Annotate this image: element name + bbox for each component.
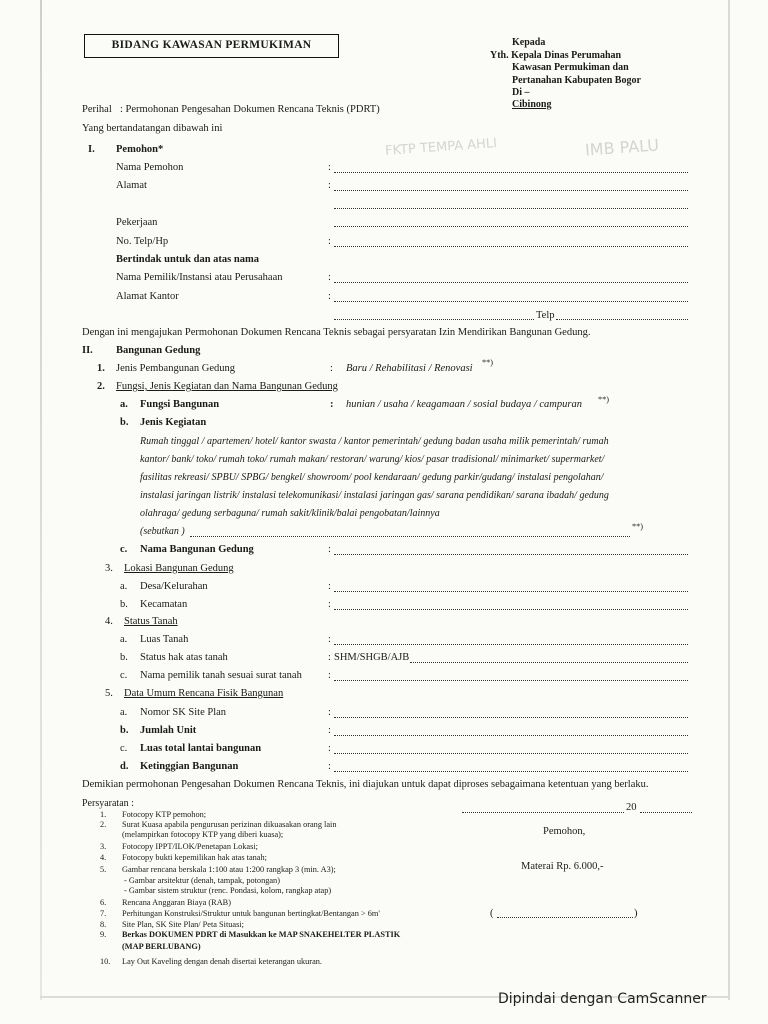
camscanner-watermark: Dipindai dengan CamScanner	[498, 991, 707, 1007]
addressee-line-3: Pertanahan Kabupaten Bogor	[512, 75, 641, 86]
requirement-text: (MAP BERLUBANG)	[122, 942, 201, 951]
document-title-box: BIDANG KAWASAN PERMUKIMAN	[84, 34, 339, 58]
requirement-text: Site Plan, SK Site Plan/ Peta Situasi;	[122, 920, 244, 929]
persyaratan-title: Persyaratan :	[82, 798, 134, 809]
fungsi-bangunan-label: Fungsi Bangunan	[140, 399, 220, 410]
scan-edge-right	[728, 0, 730, 1000]
requirement-text: Fotocopy IPPT/ILOK/Penetapan Lokasi;	[122, 842, 258, 851]
item-5a-letter: a.	[120, 707, 128, 718]
colon: :	[328, 652, 331, 663]
field-label-nama-pemilik: Nama Pemilik/Instansi atau Perusahaan	[116, 272, 283, 283]
item-2a-letter: a.	[120, 399, 128, 410]
requirement-text: Fotocopy KTP pemohon;	[122, 810, 207, 819]
handwriting-bleed: FKTP TEMPA AHLI	[384, 136, 498, 159]
nama-pemohon-field[interactable]	[334, 164, 688, 173]
item-5-number: 5.	[105, 688, 113, 699]
requirement-number: 8.	[100, 920, 107, 929]
kegiatan-line-5: olahraga/ gedung serbaguna/ rumah sakit/klinik/balai pengobatan/lainnya	[140, 508, 440, 519]
item-2-number: 2.	[97, 381, 105, 392]
kegiatan-line-4: instalasi jaringan listrik/ instalasi telekomunikasi/ instalasi jaringan gas/ sarana pendidikan/ sarana ibadah/ gedung	[140, 490, 609, 501]
sebutkan-label: (sebutkan )	[140, 526, 185, 537]
requirement-text: Rencana Anggaran Biaya (RAB)	[122, 898, 231, 907]
fungsi-footnote-mark: **)	[598, 395, 610, 404]
colon: :	[328, 634, 331, 645]
nomor-sk-field[interactable]	[334, 709, 688, 718]
sebutkan-footnote-mark: **)	[632, 522, 644, 531]
telp-label: Telp	[536, 310, 555, 321]
field-label-pekerjaan: Pekerjaan	[116, 217, 158, 228]
handwriting-bleed-2: IMB PALU	[584, 135, 660, 160]
requirement-number: 2.	[100, 820, 107, 829]
nama-pemilik-field[interactable]	[334, 274, 688, 283]
requirement-text: - Gambar arsitektur (denah, tampak, potongan)	[124, 876, 280, 885]
item-4c-letter: c.	[120, 670, 128, 681]
ketinggian-label: Ketinggian Bangunan	[140, 761, 239, 772]
requirement-number: 4.	[100, 853, 107, 862]
item-1-footnote-mark: **)	[482, 358, 494, 367]
item-5b-letter: b.	[120, 725, 129, 736]
kegiatan-line-2: kantor/ bank/ toko/ rumah toko/ rumah makan/ restoran/ warung/ kios/ pasar tradisional/ minimarket/ supermarket/	[140, 454, 605, 465]
year-field[interactable]	[640, 804, 692, 813]
materai-label: Materai Rp. 6.000,-	[521, 861, 604, 872]
paren-open: (	[490, 908, 494, 919]
colon: :	[330, 363, 333, 374]
item-4-number: 4.	[105, 616, 113, 627]
item-4-label: Status Tanah	[124, 616, 178, 627]
colon: :	[328, 743, 331, 754]
requirement-number: 6.	[100, 898, 107, 907]
colon: :	[328, 180, 331, 191]
desa-field[interactable]	[334, 583, 688, 592]
colon: :	[328, 725, 331, 736]
section-1-number: I.	[88, 144, 95, 155]
item-2c-letter: c.	[120, 544, 128, 555]
kepada-label: Kepada	[512, 37, 546, 48]
nama-bangunan-field[interactable]	[334, 546, 688, 555]
requirement-text: Gambar rencana berskala 1:100 atau 1:200 rangkap 3 (min. A3);	[122, 865, 336, 874]
place-date-field[interactable]	[462, 804, 624, 813]
colon: :	[328, 162, 331, 173]
requirement-text: Berkas DOKUMEN PDRT di Masukkan ke MAP SNAKEHELTER PLASTIK	[122, 930, 401, 939]
requirement-number: 9.	[100, 930, 107, 939]
statement-text: Dengan ini mengajukan Permohonan Dokumen Rencana Teknis sebagai persyaratan Izin Mendirikan Bangunan Gedung.	[82, 327, 591, 338]
telp-field[interactable]	[334, 238, 688, 247]
requirement-text: Lay Out Kaveling dengan denah disertai keterangan ukuran.	[122, 957, 322, 966]
ketinggian-field[interactable]	[334, 763, 688, 772]
desa-label: Desa/Kelurahan	[140, 581, 208, 592]
colon: :	[328, 670, 331, 681]
colon: :	[328, 544, 331, 555]
item-3a-letter: a.	[120, 581, 128, 592]
item-3-number: 3.	[105, 563, 113, 574]
jumlah-unit-field[interactable]	[334, 727, 688, 736]
colon: :	[328, 581, 331, 592]
kantor-telp-field[interactable]	[556, 311, 688, 320]
colon: :	[328, 707, 331, 718]
kegiatan-line-1: Rumah tinggal / apartemen/ hotel/ kantor swasta / kantor pemerintah/ gedung badan usaha milik pemerintah/ rumah	[140, 436, 609, 447]
item-2-label: Fungsi, Jenis Kegiatan dan Nama Bangunan Gedung	[116, 381, 338, 392]
requirement-number: 7.	[100, 909, 107, 918]
addressee-line-2: Kawasan Permukiman dan	[512, 62, 629, 73]
bertindak-heading: Bertindak untuk dan atas nama	[116, 254, 259, 265]
addressee-city: Cibinong	[512, 99, 552, 110]
item-3-label: Lokasi Bangunan Gedung	[124, 563, 234, 574]
kecamatan-label: Kecamatan	[140, 599, 188, 610]
requirement-number: 3.	[100, 842, 107, 851]
colon: :	[328, 599, 331, 610]
luas-tanah-field[interactable]	[334, 636, 688, 645]
item-2b-letter: b.	[120, 417, 129, 428]
colon: :	[328, 761, 331, 772]
field-label-nama-pemohon: Nama Pemohon	[116, 162, 184, 173]
nama-pemilik-tanah-field[interactable]	[334, 672, 688, 681]
perihal-label: Perihal	[82, 104, 112, 115]
status-hak-label: Status hak atas tanah	[140, 652, 228, 663]
nomor-sk-label: Nomor SK Site Plan	[140, 707, 227, 718]
fungsi-bangunan-options: hunian / usaha / keagamaan / sosial budaya / campuran	[346, 399, 582, 410]
scan-edge-left	[40, 0, 42, 1000]
requirement-number: 1.	[100, 810, 107, 819]
nama-bangunan-label: Nama Bangunan Gedung	[140, 544, 254, 555]
alamat-field[interactable]	[334, 182, 688, 191]
item-5-label: Data Umum Rencana Fisik Bangunan	[124, 688, 284, 699]
perihal-text: : Permohonan Pengesahan Dokumen Rencana Teknis (PDRT)	[120, 104, 380, 115]
jenis-kegiatan-label: Jenis Kegiatan	[140, 417, 207, 428]
requirement-text: - Gambar sistem struktur (renc. Pondasi, kolom, rangkap atap)	[124, 886, 332, 895]
item-4b-letter: b.	[120, 652, 128, 663]
item-1-options: Baru / Rehabilitasi / Renovasi	[346, 363, 473, 374]
luas-tanah-label: Luas Tanah	[140, 634, 189, 645]
item-5d-letter: d.	[120, 761, 129, 772]
colon: :	[330, 399, 334, 410]
alamat-kantor-line-2[interactable]	[334, 311, 534, 320]
alamat-kantor-field[interactable]	[334, 293, 688, 302]
field-label-alamat: Alamat	[116, 180, 147, 191]
field-label-telp: No. Telp/Hp	[116, 236, 169, 247]
addressee-line-4: Di –	[512, 87, 530, 98]
date-year-prefix: 20	[626, 802, 637, 813]
kegiatan-line-3: fasilitas rekreasi/ SPBU/ SPBG/ bengkel/ showroom/ pool kendaraan/ gedung parkir/gudang/ instalasi pengolahan/	[140, 472, 604, 483]
colon: :	[328, 291, 331, 302]
item-4a-letter: a.	[120, 634, 128, 645]
section-1-title: Pemohon*	[116, 144, 164, 155]
colon: :	[328, 236, 331, 247]
kecamatan-field[interactable]	[334, 601, 688, 610]
closing-text: Demikian permohonan Pengesahan Dokumen Rencana Teknis, ini diajukan untuk dapat diproses sebagaimana ketentuan yang berlaku.	[82, 779, 649, 790]
sebutkan-field[interactable]	[190, 528, 630, 537]
luas-lantai-label: Luas total lantai bangunan	[140, 743, 262, 754]
section-2-number: II.	[82, 345, 93, 356]
pekerjaan-field[interactable]	[334, 218, 688, 227]
item-3b-letter: b.	[120, 599, 128, 610]
jumlah-unit-label: Jumlah Unit	[140, 725, 197, 736]
requirement-text: Surat Kuasa apabila pengurusan perizinan dikuasakan orang lain	[122, 820, 337, 829]
status-hak-field[interactable]	[410, 654, 688, 663]
item-1-number: 1.	[97, 363, 105, 374]
item-1-label: Jenis Pembangunan Gedung	[116, 363, 235, 374]
section-2-title: Bangunan Gedung	[116, 345, 201, 356]
alamat-field-line-2[interactable]	[334, 200, 688, 209]
requirement-text: Perhitungan Konstruksi/Struktur untuk bangunan bertingkat/Bentangan > 6m'	[122, 909, 380, 918]
pemohon-sign-label: Pemohon,	[543, 826, 586, 837]
luas-lantai-field[interactable]	[334, 745, 688, 754]
field-label-alamat-kantor: Alamat Kantor	[116, 291, 179, 302]
paren-close: )	[634, 908, 638, 919]
nama-pemilik-tanah-label: Nama pemilik tanah sesuai surat tanah	[140, 670, 302, 681]
requirement-number: 5.	[100, 865, 107, 874]
requirement-text: (melampirkan fotocopy KTP yang diberi kuasa);	[122, 830, 284, 839]
addressee-line-1: Yth. Kepala Dinas Perumahan	[490, 50, 622, 61]
signature-name-field[interactable]	[497, 909, 633, 918]
intro-text: Yang bertandatangan dibawah ini	[82, 123, 223, 134]
item-5c-letter: c.	[120, 743, 128, 754]
requirement-text: Fotocopy bukti kepemilikan hak atas tanah;	[122, 853, 267, 862]
colon: :	[328, 272, 331, 283]
status-hak-value: SHM/SHGB/AJB	[334, 652, 410, 663]
requirement-number: 10.	[100, 957, 111, 966]
